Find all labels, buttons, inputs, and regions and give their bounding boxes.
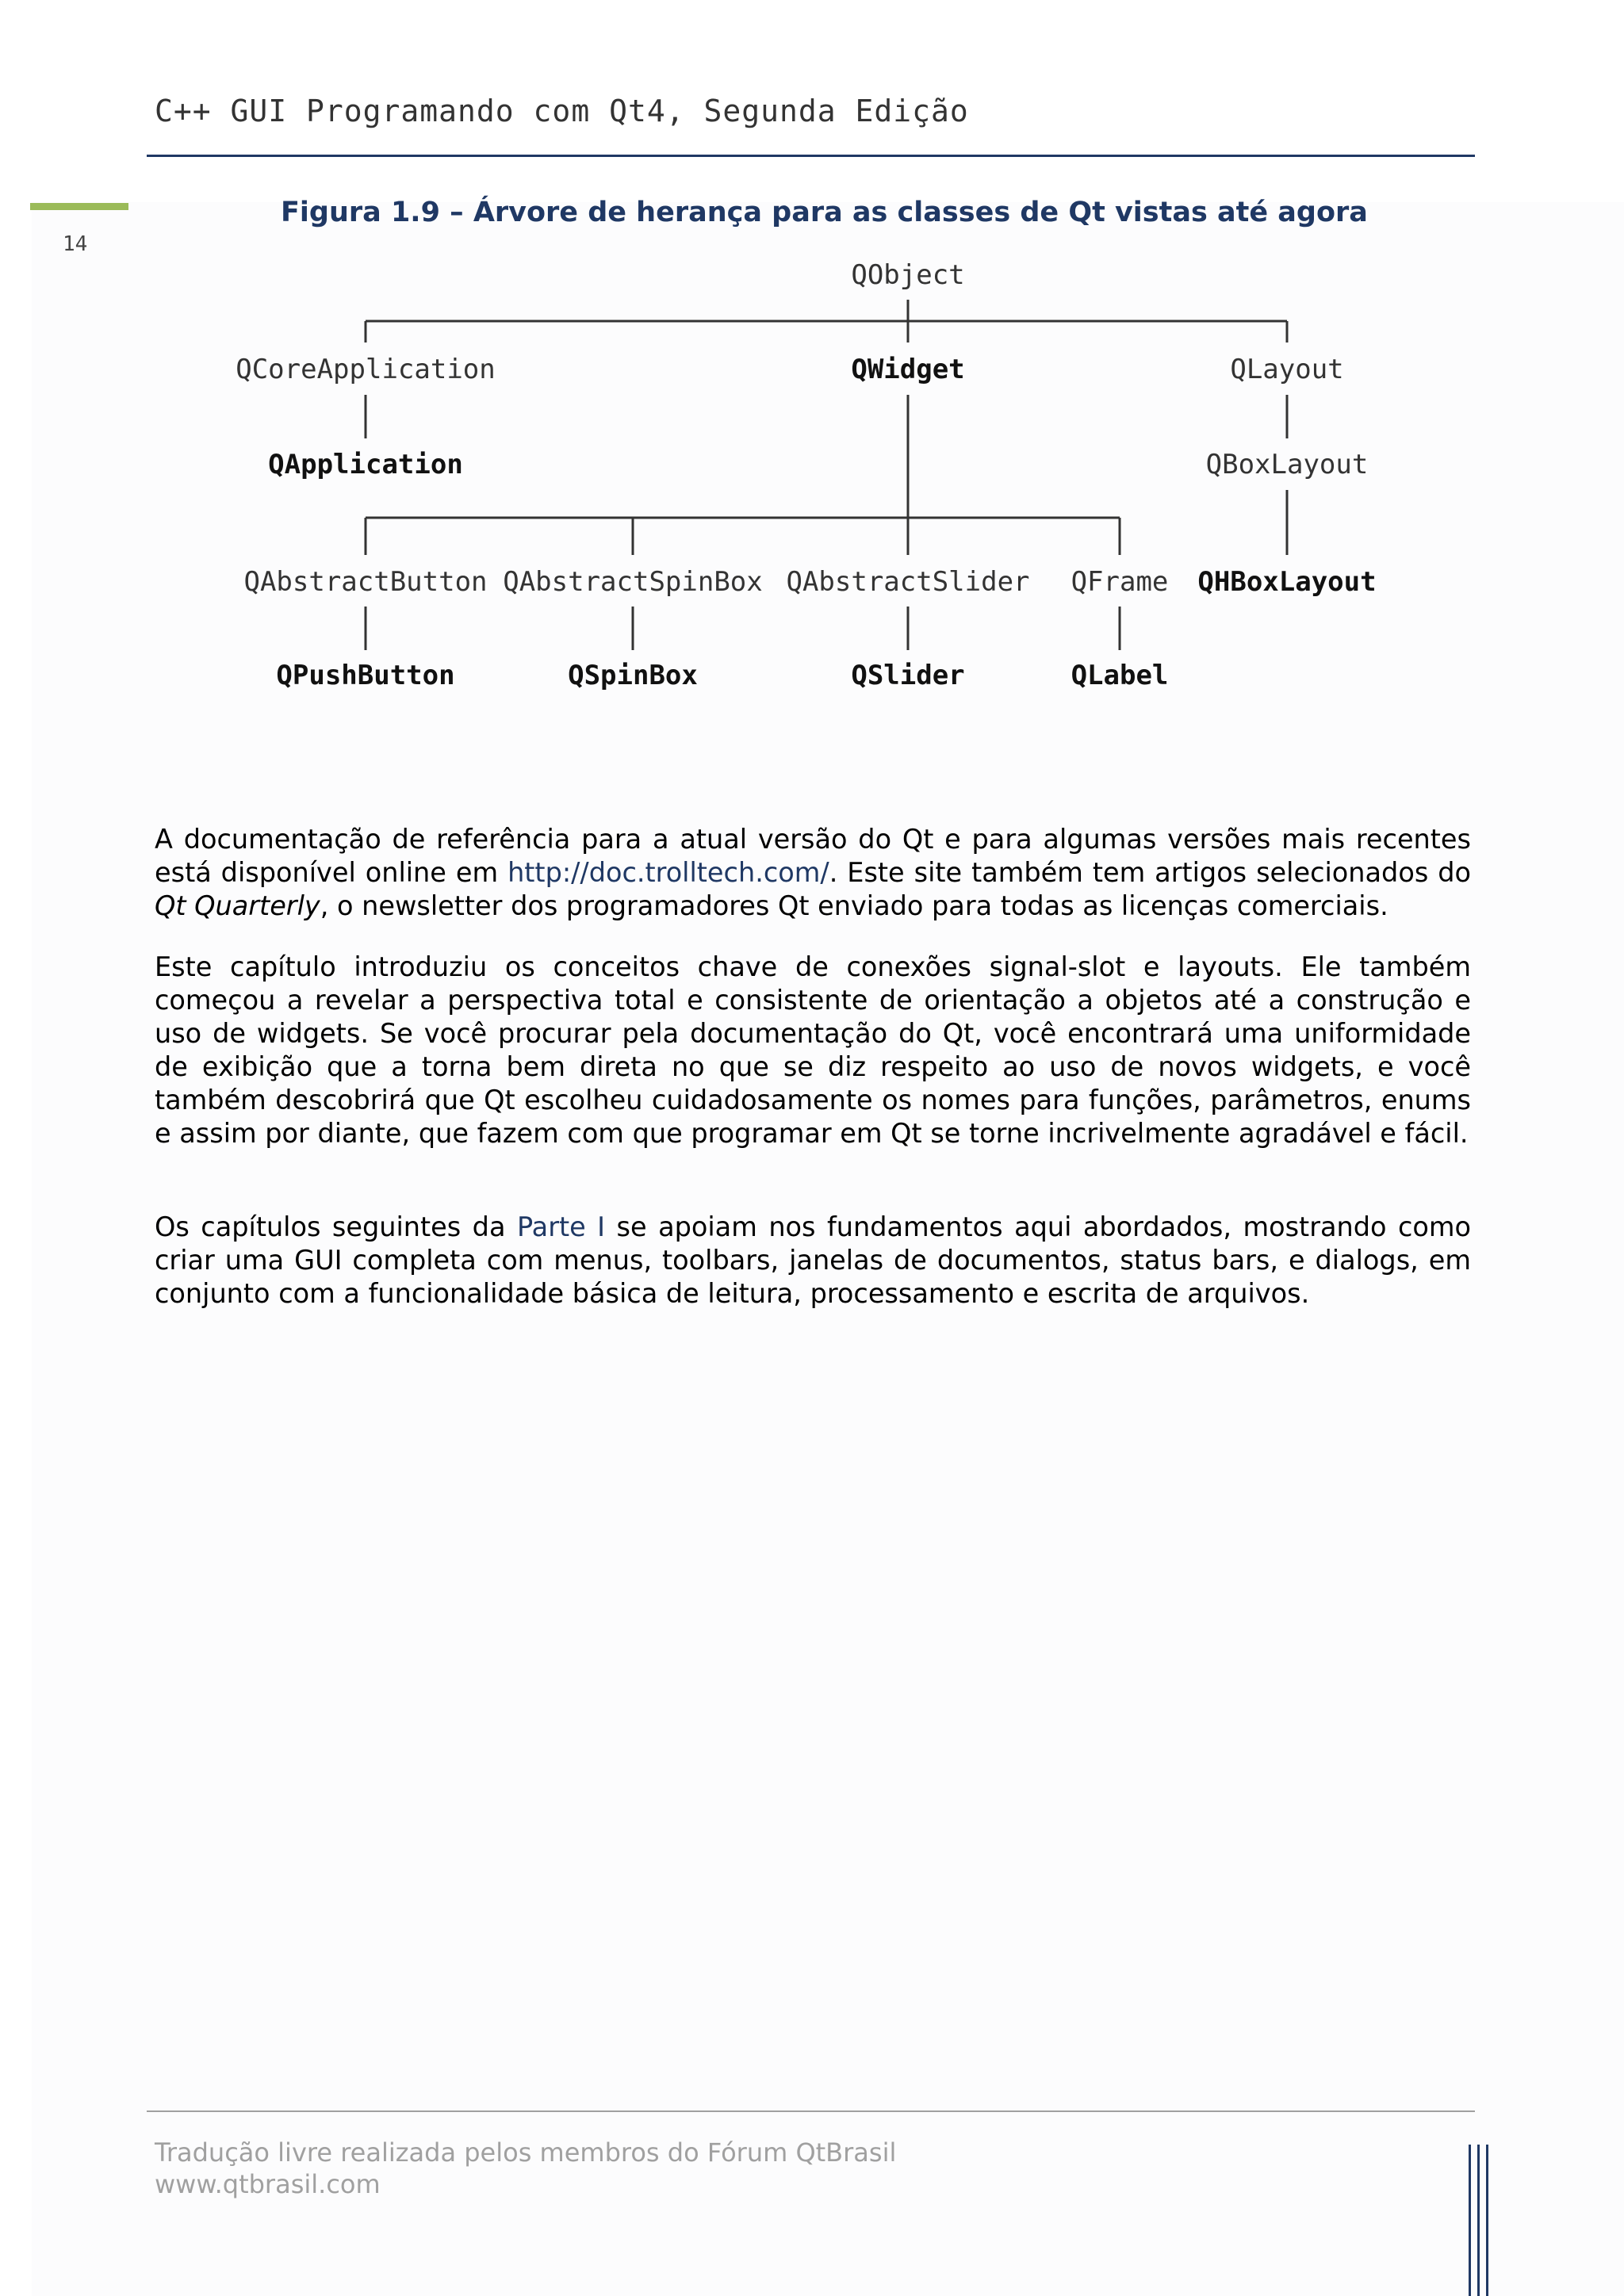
node-qspinbox: QSpinBox — [568, 660, 698, 691]
paragraph-next-chapters — [155, 1211, 1471, 1311]
paragraph-text: . Este site também tem artigos selecionados do — [829, 857, 1471, 888]
node-qabstractspinbox: QAbstractSpinBox — [503, 566, 763, 598]
node-qobject: QObject — [851, 259, 965, 291]
node-qcoreapplication: QCoreApplication — [236, 354, 496, 385]
node-qabstractbutton: QAbstractButton — [243, 566, 488, 598]
node-qhboxlayout: QHBoxLayout — [1197, 566, 1377, 598]
node-qlabel: QLabel — [1071, 660, 1169, 691]
footer — [155, 2137, 896, 2200]
node-qboxlayout: QBoxLayout — [1205, 449, 1369, 480]
footer-decoration-bars — [1469, 2145, 1491, 2296]
node-qlayout: QLayout — [1230, 354, 1344, 385]
footer-website: www.qtbrasil.com — [155, 2169, 381, 2199]
node-qpushbutton: QPushButton — [276, 660, 455, 691]
qt-quarterly-title: Qt Quarterly — [155, 890, 320, 921]
node-qabstractslider: QAbstractSlider — [786, 566, 1030, 598]
paragraph-documentation — [155, 823, 1471, 923]
paragraph-text: , o newsletter dos programadores Qt enviado para todas as licenças comerciais. — [320, 890, 1388, 921]
paragraph-chapter-summary: Este capítulo introduziu os conceitos chave de conexões signal-slot e layouts. Ele também começou a revelar a perspectiva total e consistente de orientação a objetos até a construção e uso de widgets. Se você procurar pela documentação do Qt, você encontrará uma uniformidade de exibição que a torna bem direta no que se diz respeito ao uso de novos widgets, e você também descobrirá que Qt escolheu cuidadosamente os nomes para funções, parâmetros, enums e assim por diante, que fazem com que programar em Qt se torne incrivelmente agradável e fácil. — [155, 951, 1471, 1149]
paragraph-text: Os capítulos seguintes da — [155, 1211, 517, 1242]
node-qslider: QSlider — [851, 660, 965, 691]
page-number: 14 — [63, 232, 88, 256]
node-qapplication: QApplication — [268, 449, 463, 480]
parte-i-link[interactable]: Parte I — [516, 1211, 606, 1242]
node-qframe: QFrame — [1071, 566, 1169, 598]
footer-rule — [147, 2110, 1475, 2112]
footer-credit: Tradução livre realizada pelos membros do Fórum QtBrasil — [155, 2137, 897, 2168]
running-header: C++ GUI Programando com Qt4, Segunda Edição — [155, 94, 969, 128]
inheritance-tree-diagram — [0, 0, 1624, 753]
node-qwidget: QWidget — [851, 354, 965, 385]
figure-caption: Figura 1.9 – Árvore de herança para as classes de Qt vistas até agora — [281, 197, 1368, 228]
trolltech-doc-link[interactable]: http://doc.trolltech.com/ — [508, 857, 829, 888]
paragraph-text: se apoiam nos fundamentos aqui abordados, mostrando como criar uma GUI completa com menus, toolbars, janelas de documentos, status bars, e dialogs, em conjunto com a funcionalidade básica de leitura, processamento e escrita de arquivos. — [155, 1211, 1472, 1309]
paragraph-text: A documentação de referência para a atual versão do Qt e para algumas versões mais recentes está disponível online em — [155, 824, 1471, 888]
